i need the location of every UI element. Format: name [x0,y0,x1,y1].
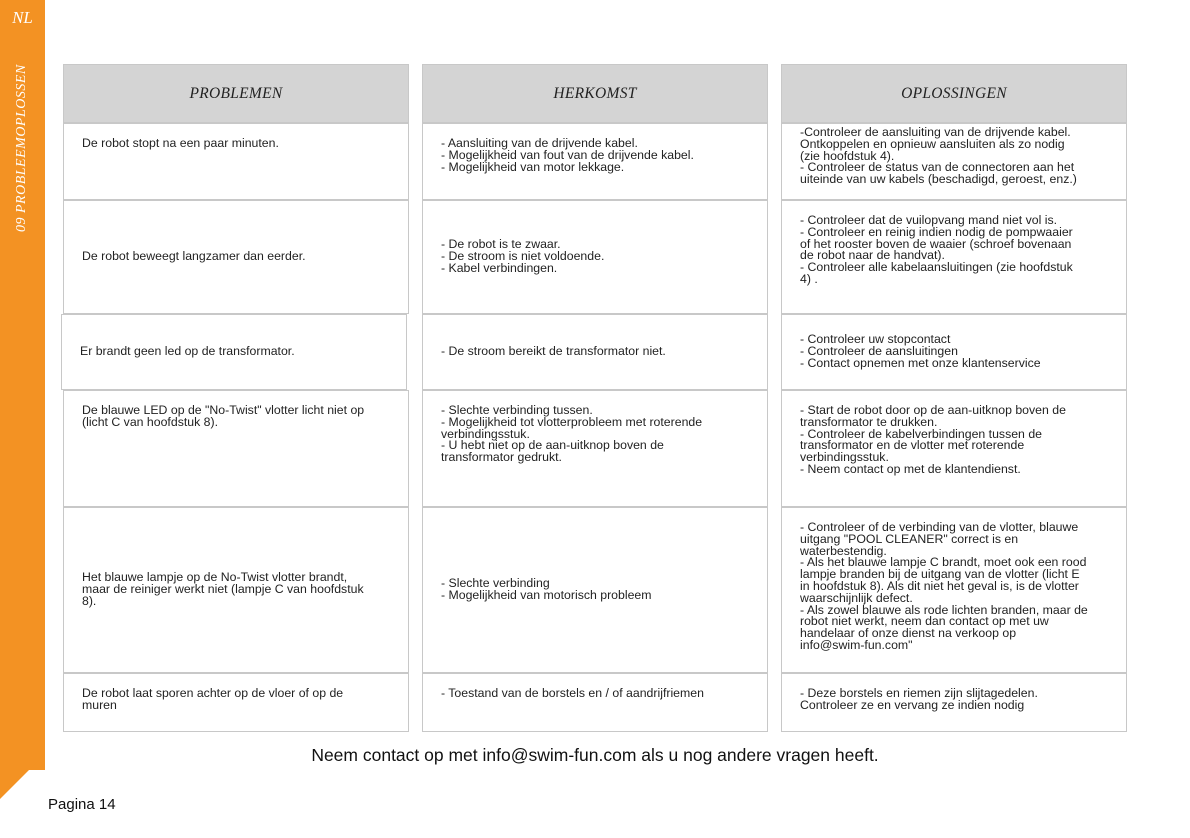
cause-cell-3: - De stroom bereikt de transformator niet. [422,314,768,390]
solution-cell-5: - Controleer of de verbinding van de vlotter, blauwe uitgang "POOL CLEANER" correct is en waterbestendig. - Als het blauwe lampje C brandt, moet ook een rood lampje branden bij de uitgang van de vlotter (licht E in hoofdstuk 8). Als dit niet het geval is, is de vlotter waarschijnlijk defect. - Als zowel blauwe als rode lichten branden, maar de robot niet werkt, neem dan contact op met uw handelaar of onze dienst na verkoop op info@swim-fun.com" [781,507,1127,673]
chapter-label: 09 PROBLEEMOPLOSSEN [14,64,29,232]
problem-cell-6: De robot laat sporen achter op de vloer of op de muren [63,673,409,732]
solution-cell-2: - Controleer dat de vuilopvang mand niet vol is. - Controleer en reinig indien nodig de pompwaaier of het rooster boven de waaier (schroef bovenaan de robot naar de handvat). - Controleer alle kabelaansluitingen (zie hoofdstuk 4) . [781,200,1127,314]
cause-cell-5: - Slechte verbinding - Mogelijkheid van motorisch probleem [422,507,768,673]
problem-cell-3: Er brandt geen led op de transformator. [61,314,407,390]
problem-cell-4: De blauwe LED op de "No-Twist" vlotter licht niet op (licht C van hoofdstuk 8). [63,390,409,507]
cause-cell-1: - Aansluiting van de drijvende kabel. - Mogelijkheid van fout van de drijvende kabel. - Mogelijkheid van motor lekkage. [422,123,768,200]
header-solutions: OPLOSSINGEN [781,64,1127,123]
problem-cell-2: De robot beweegt langzamer dan eerder. [63,200,409,314]
page-number: Pagina 14 [48,796,116,813]
header-problems: PROBLEMEN [63,64,409,123]
problem-cell-5: Het blauwe lampje op de No-Twist vlotter brandt, maar de reiniger werkt niet (lampje C van hoofdstuk 8). [63,507,409,673]
contact-note: Neem contact op met info@swim-fun.com als u nog andere vragen heeft. [311,745,879,765]
problem-cell-1: De robot stopt na een paar minuten. [63,123,409,200]
language-code: NL [12,8,33,27]
solution-cell-4: - Start de robot door op de aan-uitknop boven de transformator te drukken. - Controleer de kabelverbindingen tussen de transformator en de vlotter met roterende verbindingsstuk. - Neem contact op met de klantendienst. [781,390,1127,507]
solution-cell-6: - Deze borstels en riemen zijn slijtagedelen. Controleer ze en vervang ze indien nodig [781,673,1127,732]
cause-cell-2: - De robot is te zwaar. - De stroom is niet voldoende. - Kabel verbindingen. [422,200,768,314]
solution-cell-1: -Controleer de aansluiting van de drijvende kabel. Ontkoppelen en opnieuw aansluiten als zo nodig (zie hoofdstuk 4). - Controleer de status van de connectoren aan het uiteinde van uw kabels (beschadigd, geroest, enz.) [781,123,1127,200]
cause-cell-4: - Slechte verbinding tussen. - Mogelijkheid tot vlotterprobleem met roterende verbindingsstuk. - U hebt niet op de aan-uitknop boven de transformator gedrukt. [422,390,768,507]
cause-cell-6: - Toestand van de borstels en / of aandrijfriemen [422,673,768,732]
solution-cell-3: - Controleer uw stopcontact - Controleer de aansluitingen - Contact opnemen met onze klantenservice [781,314,1127,390]
header-causes: HERKOMST [422,64,768,123]
